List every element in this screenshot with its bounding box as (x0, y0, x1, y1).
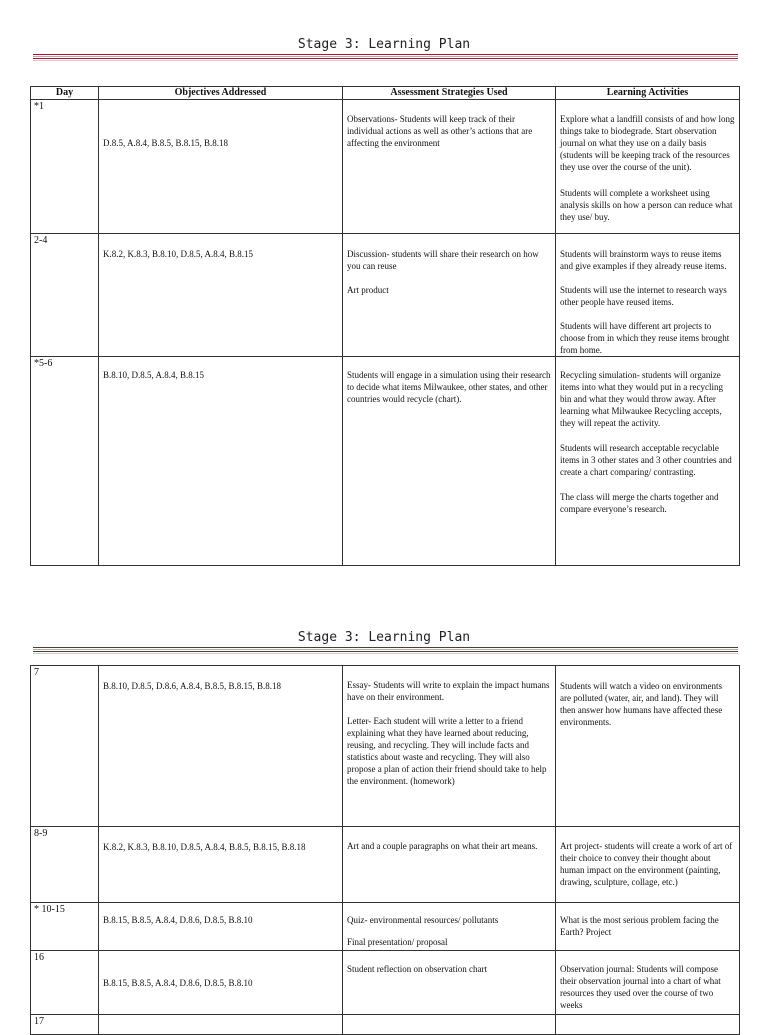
assessment-text: Art product (347, 285, 389, 295)
assessment-cell (343, 827, 556, 903)
assessment-cell (343, 100, 556, 234)
assessment-cell (343, 1015, 556, 1035)
objectives-cell (99, 234, 343, 357)
assessment-cell (343, 234, 556, 357)
day-cell: *5-6 (31, 357, 99, 566)
table-row (31, 951, 740, 1015)
activities-cell (556, 827, 740, 903)
table-row (31, 827, 740, 903)
activity-text: Students will research acceptable recyclable items in 3 other states and 3 other countries and create a chart comparing/ contrasting. (560, 443, 732, 477)
page-title: Stage 3: Learning Plan (297, 37, 471, 52)
objectives-text: B.8.10, D.8.5, A.8.4, B.8.15 (103, 370, 205, 380)
assessment-text: Students will engage in a simulation using their research to decide what items Milwaukee, other states, and other countries would recycle (chart). (347, 370, 551, 404)
objectives-text: K.8.2, K.8.3, B.8.10, D.8.5, A.8.4, B.8.15 (103, 249, 254, 259)
activities-cell (556, 357, 740, 566)
assessment-cell (343, 666, 556, 827)
header-activities: Learning Activities (556, 87, 740, 100)
objectives-cell (99, 357, 343, 566)
objectives-cell (99, 666, 343, 827)
table-row (31, 1015, 740, 1035)
objectives-text: B.8.10, D.8.5, D.8.6, A.8.4, B.8.5, B.8.15, B.8.18 (103, 681, 282, 691)
activities-cell (556, 234, 740, 357)
activity-text: Art project- students will create a work of art of their choice to convey their thought about human impact on the environment (painting, drawing, sculpture, collage, etc.) (560, 841, 733, 887)
learning-plan-table-1 (30, 86, 740, 566)
learning-plan-table-2 (30, 665, 740, 1035)
objectives-cell (99, 951, 343, 1015)
activity-text: Students will complete a worksheet using analysis skills on how a person can reduce what they use/ buy. (560, 188, 733, 222)
day-cell: *1 (31, 100, 99, 234)
activity-text: Students will have different art projects to choose from in which they reuse items brought from home. (560, 321, 730, 355)
header-objectives: Objectives Addressed (99, 87, 343, 100)
table-row (31, 100, 740, 234)
objectives-cell (99, 827, 343, 903)
objectives-text: B.8.15, B.8.5, A.8.4, D.8.6, D.8.5, B.8.10 (103, 915, 253, 925)
objectives-text: B.8.15, B.8.5, A.8.4, D.8.6, D.8.5, B.8.10 (103, 978, 253, 988)
assessment-cell (343, 357, 556, 566)
assessment-text: Student reflection on observation chart (347, 964, 487, 974)
assessment-text: Art and a couple paragraphs on what their art means. (347, 841, 538, 851)
page-title: Stage 3: Learning Plan (297, 630, 471, 645)
activities-cell (556, 666, 740, 827)
assessment-text: Essay- Students will write to explain the impact humans have on their environment. (347, 680, 550, 702)
table-row (31, 234, 740, 357)
day-cell: * 10-15 (31, 903, 99, 951)
activities-cell (556, 1015, 740, 1035)
objectives-cell (99, 903, 343, 951)
activities-cell (556, 903, 740, 951)
assessment-text: Letter- Each student will write a letter to a friend explaining what they have learned about reducing, reusing, and recycling. They will include facts and statistics about waste and recycling. They will also propose a plan of action their friend should take to help the environment. (homework) (347, 716, 547, 786)
activity-text: What is the most serious problem facing the Earth? Project (560, 915, 719, 937)
table-row (31, 357, 740, 566)
table-header-row (31, 87, 740, 100)
activities-cell (556, 100, 740, 234)
assessment-text: Observations- Students will keep track of their individual actions as well as other’s actions that are affecting the environment (347, 114, 533, 148)
day-cell: 16 (31, 951, 99, 1015)
assessment-cell (343, 903, 556, 951)
activity-text: Observation journal: Students will compose their observation journal into a chart of what resources they used over the course of two weeks (560, 964, 721, 1010)
activities-cell (556, 951, 740, 1015)
assessment-text: Discussion- students will share their research on how you can reuse (347, 249, 539, 271)
header-assessment: Assessment Strategies Used (343, 87, 556, 100)
activity-text: Recycling simulation- students will organize items into what they would put in a recycling bin and what they would throw away. After learning what Milwaukee Recycling accepts, they will repeat the activity. (560, 370, 723, 428)
objectives-text: D.8.5, A.8.4, B.8.5, B.8.15, B.8.18 (103, 138, 229, 148)
assessment-text: Final presentation/ proposal (347, 937, 448, 947)
table-row (31, 666, 740, 827)
objectives-cell (99, 100, 343, 234)
objectives-text: K.8.2, K.8.3, B.8.10, D.8.5, A.8.4, B.8.5, B.8.15, B.8.18 (103, 842, 306, 852)
objectives-cell (99, 1015, 343, 1035)
assessment-cell (343, 951, 556, 1015)
day-cell: 17 (31, 1015, 99, 1035)
assessment-text: Quiz- environmental resources/ pollutants (347, 915, 499, 925)
activity-text: Students will brainstorm ways to reuse items and give examples if they already reuse items. (560, 249, 727, 271)
day-cell: 7 (31, 666, 99, 827)
activity-text: Explore what a landfill consists of and how long things take to biodegrade. Start observation journal on what they use on a daily basis (students will be keeping track of the resources they use over the course of the unit). (560, 114, 735, 172)
table-row (31, 903, 740, 951)
activity-text: Students will use the internet to research ways other people have reused items. (560, 285, 727, 307)
activity-text: The class will merge the charts together and compare everyone’s research. (560, 492, 719, 514)
day-cell: 8-9 (31, 827, 99, 903)
header-day: Day (31, 87, 99, 100)
day-cell: 2-4 (31, 234, 99, 357)
activity-text: Students will watch a video on environments are polluted (water, air, and land). They will then answer how humans have affected these environments. (560, 681, 723, 727)
